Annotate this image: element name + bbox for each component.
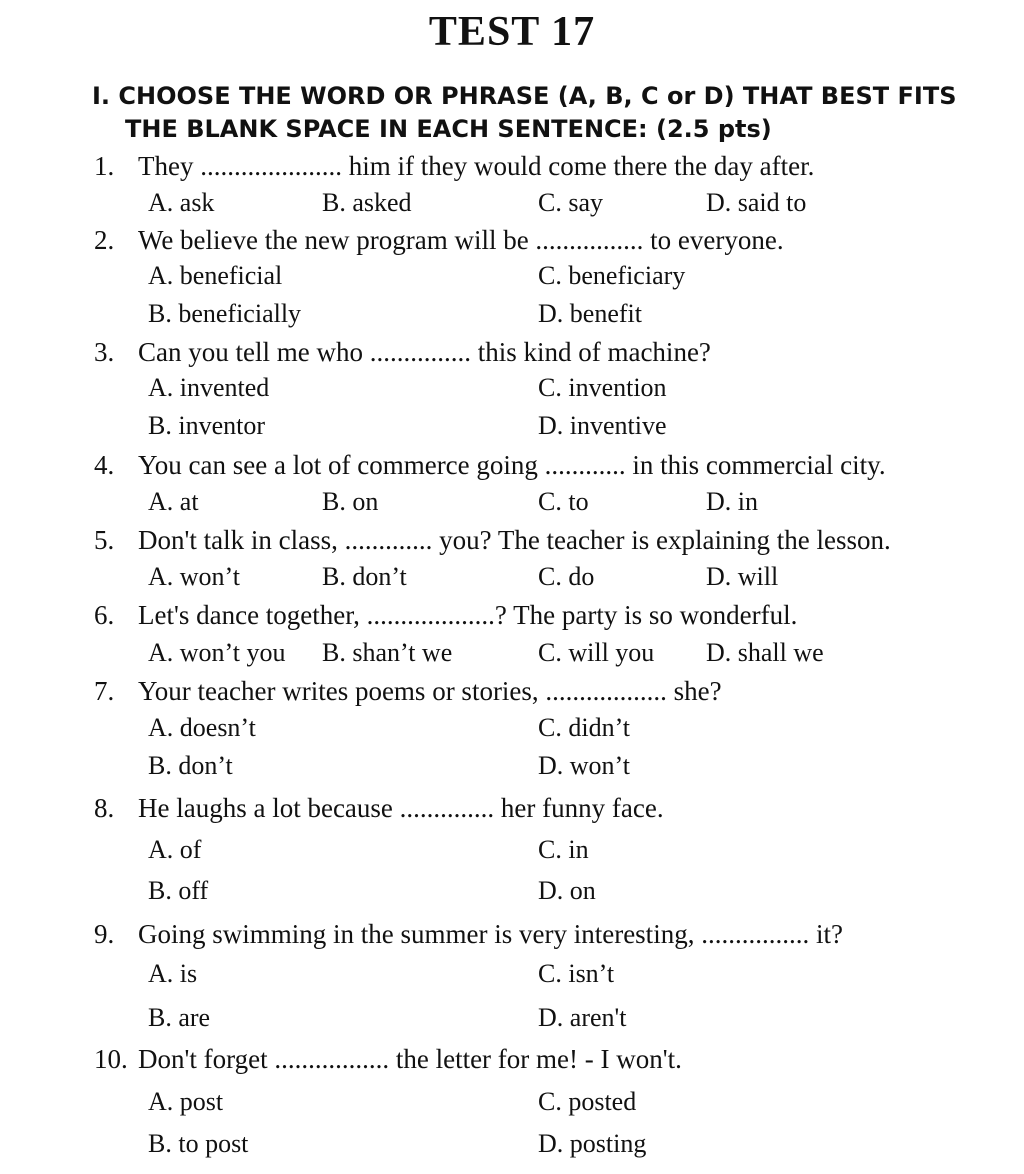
question-number: 3. — [94, 337, 115, 367]
option-d[interactable]: D. on — [538, 876, 596, 905]
option-d[interactable]: D. said to — [706, 188, 807, 217]
option-b[interactable]: B. to post — [148, 1129, 249, 1158]
option-d[interactable]: D. posting — [538, 1129, 647, 1158]
option-d[interactable]: D. will — [706, 562, 779, 591]
option-a[interactable]: A. doesn’t — [148, 713, 256, 742]
option-d[interactable]: D. benefit — [538, 299, 642, 328]
option-c[interactable]: C. beneficiary — [538, 261, 686, 290]
option-c[interactable]: C. in — [538, 835, 589, 864]
option-a[interactable]: A. post — [148, 1087, 224, 1116]
option-b[interactable]: B. off — [148, 876, 209, 905]
question-text: We believe the new program will be ................ to everyone. — [138, 225, 784, 255]
question-1 — [94, 150, 814, 182]
option-a[interactable]: A. invented — [148, 373, 270, 402]
question-text: They ..................... him if they would come there the day after. — [138, 151, 815, 181]
option-a[interactable]: A. won’t you — [148, 638, 286, 667]
question-text: Your teacher writes poems or stories, .................. she? — [138, 676, 722, 706]
section-heading-line2: THE BLANK SPACE IN EACH SENTENCE: (2.5 pts) — [125, 115, 772, 143]
question-8 — [94, 792, 664, 824]
option-d[interactable]: D. inventive — [538, 411, 667, 440]
section-heading-line1: I. CHOOSE THE WORD OR PHRASE (A, B, C or D) THAT BEST FITS — [92, 82, 957, 110]
section-heading — [92, 80, 992, 146]
question-number: 5. — [94, 525, 115, 555]
question-10 — [94, 1043, 682, 1075]
option-c[interactable]: C. say — [538, 188, 603, 217]
question-text: You can see a lot of commerce going ............ in this commercial city. — [138, 450, 886, 480]
question-7 — [94, 675, 722, 707]
option-b[interactable]: B. inventor — [148, 411, 265, 440]
option-a[interactable]: A. of — [148, 835, 202, 864]
option-a[interactable]: A. beneficial — [148, 261, 283, 290]
option-c[interactable]: C. isn’t — [538, 959, 615, 988]
page-title: TEST 17 — [428, 9, 596, 55]
question-text: Don't forget ................. the letter for me! - I won't. — [138, 1044, 682, 1074]
option-c[interactable]: C. didn’t — [538, 713, 630, 742]
option-b[interactable]: B. asked — [322, 188, 412, 217]
option-a[interactable]: A. at — [148, 487, 199, 516]
option-c[interactable]: C. do — [538, 562, 595, 591]
option-d[interactable]: D. shall we — [706, 638, 824, 667]
option-d[interactable]: D. aren't — [538, 1003, 627, 1032]
option-b[interactable]: B. don’t — [148, 751, 233, 780]
option-a[interactable]: A. ask — [148, 188, 215, 217]
option-a[interactable]: A. won’t — [148, 562, 240, 591]
option-c[interactable]: C. invention — [538, 373, 667, 402]
question-text: Can you tell me who ............... this kind of machine? — [138, 337, 711, 367]
question-number: 8. — [94, 793, 115, 823]
option-b[interactable]: B. are — [148, 1003, 211, 1032]
option-b[interactable]: B. don’t — [322, 562, 407, 591]
question-number: 4. — [94, 450, 115, 480]
question-text: Don't talk in class, ............. you? The teacher is explaining the lesson. — [138, 525, 891, 555]
option-c[interactable]: C. to — [538, 487, 589, 516]
option-c[interactable]: C. posted — [538, 1087, 637, 1116]
question-number: 1. — [94, 151, 115, 181]
question-9 — [94, 918, 843, 950]
question-4 — [94, 449, 886, 481]
option-b[interactable]: B. on — [322, 487, 379, 516]
question-text: Going swimming in the summer is very interesting, ................ it? — [138, 919, 843, 949]
question-number: 7. — [94, 676, 115, 706]
option-c[interactable]: C. will you — [538, 638, 655, 667]
question-text: He laughs a lot because .............. her funny face. — [138, 793, 664, 823]
question-6 — [94, 599, 797, 631]
question-number: 9. — [94, 919, 115, 949]
option-b[interactable]: B. beneficially — [148, 299, 302, 328]
option-b[interactable]: B. shan’t we — [322, 638, 453, 667]
question-number: 10. — [94, 1044, 128, 1074]
question-number: 2. — [94, 225, 115, 255]
question-5 — [94, 524, 891, 556]
option-d[interactable]: D. in — [706, 487, 758, 516]
option-a[interactable]: A. is — [148, 959, 198, 988]
question-3 — [94, 336, 711, 368]
question-2 — [94, 224, 784, 256]
question-number: 6. — [94, 600, 115, 630]
question-text: Let's dance together, ...................? The party is so wonderful. — [138, 600, 798, 630]
option-d[interactable]: D. won’t — [538, 751, 630, 780]
